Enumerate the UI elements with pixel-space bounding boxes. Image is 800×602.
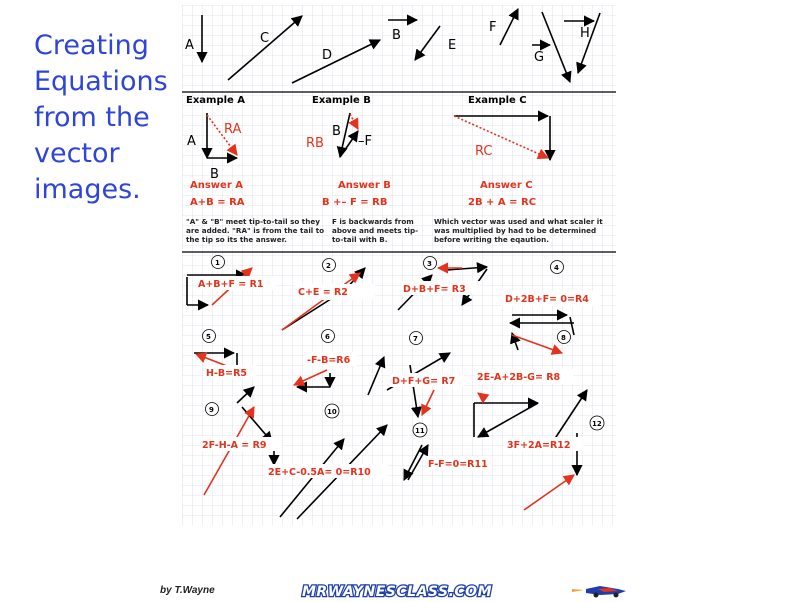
vector-g-label: G <box>534 50 545 65</box>
problem-number: 1 <box>215 259 220 267</box>
vector-c-label: C <box>260 31 270 46</box>
example-c-explanation: was multiplied by had to be determined <box>434 226 597 235</box>
problem-answer: A+B+F = R1 <box>198 279 264 290</box>
vector-e-label: E <box>448 38 457 53</box>
title-line: vector <box>34 138 120 169</box>
example-b-answer: B +– F = RB <box>322 197 388 208</box>
example-a-answer: A+B = RA <box>190 197 245 208</box>
problem-number: 6 <box>325 333 330 341</box>
example-a-explanation: the tip so its the answer. <box>186 235 287 244</box>
example-c-answer-heading: Answer C <box>480 180 533 191</box>
race-car-icon <box>572 586 626 598</box>
example-b-answer-heading: Answer B <box>338 180 391 191</box>
problem-answer: D+F+G= R7 <box>392 376 456 387</box>
example-c-answer: 2B + A = RC <box>468 197 537 208</box>
title-line: images. <box>34 174 141 205</box>
vector-a-label: A <box>185 38 194 53</box>
problem-answer: H-B=R5 <box>206 368 248 379</box>
problem-number: 3 <box>427 260 432 268</box>
problem-answer: 2E-A+2B-G= R8 <box>477 372 561 383</box>
example-a-label-a: A <box>187 134 196 149</box>
example-b-explanation: F is backwards from <box>332 217 414 226</box>
problem-number: 7 <box>413 335 418 343</box>
site-logo-text: MRWAYNESCLASS.COM <box>302 584 493 600</box>
title-line: Equations <box>34 66 168 97</box>
example-a-answer-heading: Answer A <box>190 180 243 191</box>
vector-d-label: D <box>322 48 333 63</box>
site-logo <box>300 580 630 602</box>
problem-number: 11 <box>415 427 425 435</box>
problem-answer: 3F+2A=R12 <box>507 440 571 451</box>
problem-number: 9 <box>209 406 214 414</box>
vector-h-label: H <box>580 26 590 41</box>
example-c-explanation: before writing the eqaution. <box>434 235 549 244</box>
problem-answer: 2E+C-0.5A= 0=R10 <box>268 467 371 478</box>
problem-answer: D+2B+F= 0=R4 <box>505 294 589 305</box>
example-b-label-b: B <box>332 124 341 139</box>
problem-number: 2 <box>326 262 331 270</box>
problem-number: 12 <box>592 420 602 428</box>
vector-worksheet <box>182 5 616 525</box>
problem-answer: -F-B=R6 <box>307 355 351 366</box>
example-c-title: Example C <box>468 95 527 106</box>
example-a-label-b: B <box>210 167 219 182</box>
example-b-title: Example B <box>312 95 371 106</box>
example-c-explanation: Which vector was used and what scaler it <box>434 217 603 226</box>
slide-title <box>34 28 184 208</box>
problem-answer: C+E = R2 <box>298 287 348 298</box>
example-a-explanation: "A" & "B" meet tip-to-tail so they <box>186 217 320 226</box>
example-b-label-resultant: RB <box>306 136 324 151</box>
problem-answer: D+B+F= R3 <box>403 284 466 295</box>
problem-answer: F-F=0=R11 <box>428 459 488 470</box>
title-line: Creating <box>34 30 149 61</box>
example-c-label-resultant: RC <box>475 144 493 159</box>
problem-number: 10 <box>327 408 337 416</box>
problem-number: 4 <box>554 264 559 272</box>
example-b-explanation: above and meets tip- <box>332 226 419 235</box>
example-a-explanation: are added. "RA" is from the tail to <box>186 226 325 235</box>
problem-number: 5 <box>206 333 211 341</box>
problem-number: 8 <box>561 334 566 342</box>
example-a-label-resultant: RA <box>224 122 242 137</box>
title-line: from the <box>34 102 150 133</box>
example-b-explanation: to-tail with B. <box>332 235 388 244</box>
vector-b-label: B <box>392 28 401 43</box>
example-a-title: Example A <box>186 95 246 106</box>
author-credit: by T.Wayne <box>160 585 215 596</box>
problem-answer: 2F-H-A = R9 <box>202 440 267 451</box>
example-b-label-neg-f: –F <box>358 134 372 149</box>
vector-f-label: F <box>489 20 497 35</box>
